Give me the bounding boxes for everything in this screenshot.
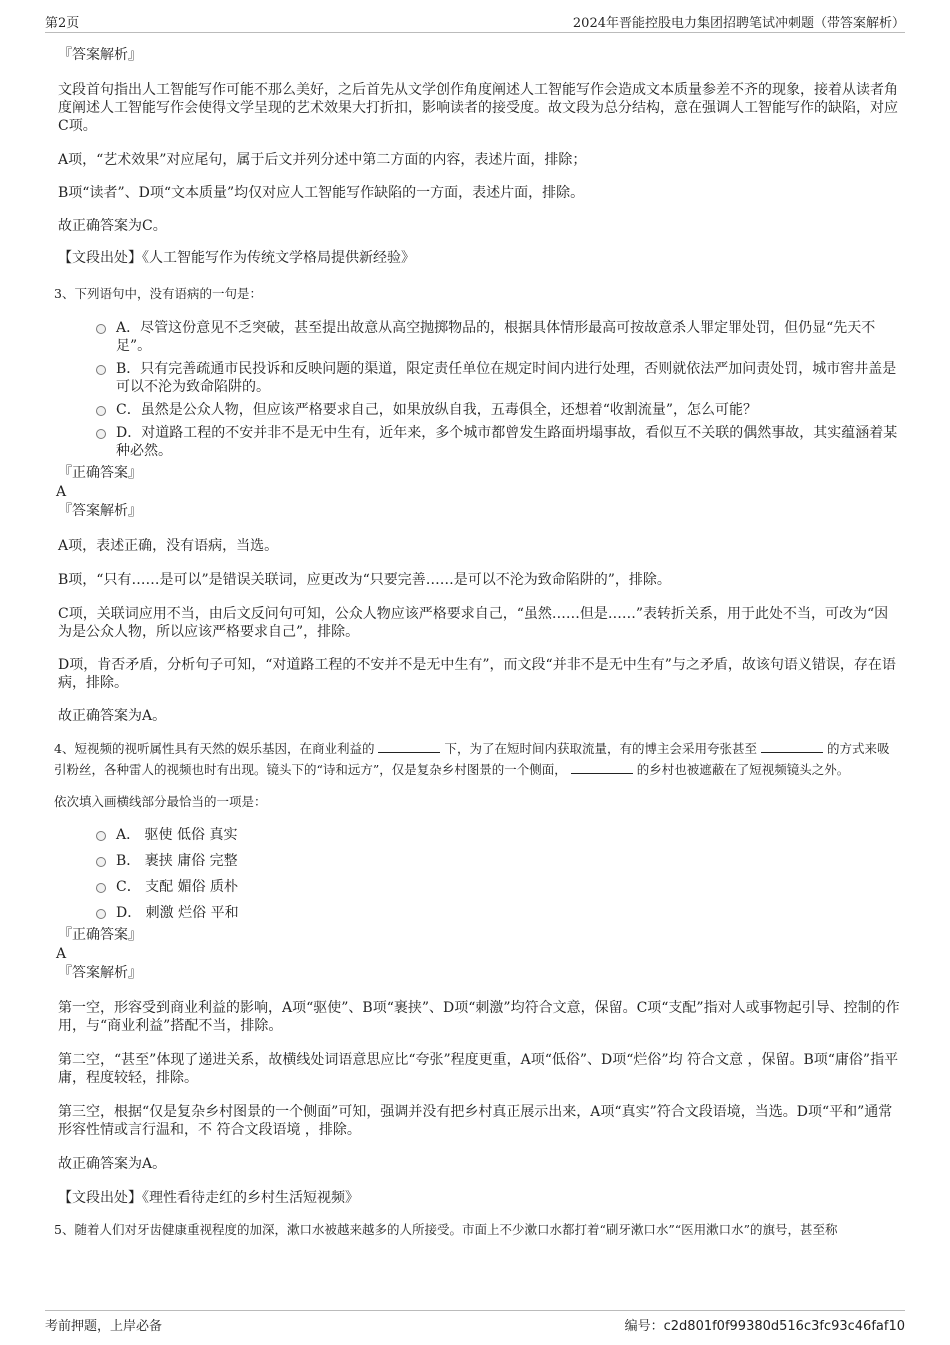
document-title: 2024年晋能控股电力集团招聘笔试冲刺题（带答案解析） <box>572 16 905 31</box>
page-number: 第2页 <box>45 16 80 31</box>
q3-answer: A <box>56 484 67 500</box>
q3-option-d[interactable] <box>96 424 900 460</box>
option-text: A． 驱使 低俗 真实 <box>116 827 238 843</box>
q2-analysis-p3: B项“读者”、D项“文本质量”均仅对应人工智能写作缺陷的一方面，表述片面，排除。 <box>58 185 585 201</box>
q3-analysis-d: D项，肯否矛盾，分析句子可知，“对道路工程的不安并不是无中生有”，而文段“并非不是无中生有”与之矛盾，故该句语义错误，存在语病，排除。 <box>58 657 896 691</box>
radio-icon[interactable] <box>96 831 106 841</box>
radio-icon[interactable] <box>96 324 106 334</box>
page-footer <box>45 1310 905 1336</box>
q4-source: 【文段出处】《理性看待走红的乡村生活短视频》 <box>58 1190 359 1206</box>
q3-option-b[interactable] <box>96 360 900 396</box>
q4-analysis-1: 第一空，形容受到商业利益的影响，A项“驱使”、B项“裹挟”、D项“刺激”均符合文意，保留。C项“支配”指对人或事物起引导、控制的作用，与“商业利益”搭配不当，排除。 <box>58 1000 900 1034</box>
option-text: B．只有完善疏通市民投诉和反映问题的渠道，限定责任单位在规定时间内进行处理，否则就依法严加问责处罚，城市窖井盖是可以不沦为致命陷阱的。 <box>116 361 897 395</box>
q3-analysis-b: B项，“只有……是可以”是错误关联词，应更改为“只要完善……是可以不沦为致命陷阱的”，排除。 <box>58 572 671 588</box>
radio-icon[interactable] <box>96 429 106 439</box>
q4-prompt: 依次填入画横线部分最恰当的一项是： <box>54 794 267 809</box>
radio-icon[interactable] <box>96 883 106 893</box>
q3-options <box>96 319 900 460</box>
q4-text-2: 下，为了在短时间内获取流量，有的博主会采用夸张甚至 <box>444 741 757 756</box>
option-text: C． 支配 媚俗 质朴 <box>116 879 239 895</box>
q4-conclusion: 故正确答案为A。 <box>58 1156 167 1172</box>
document-body <box>54 44 900 1240</box>
fill-blank-1 <box>378 740 440 753</box>
option-text: D．对道路工程的不安并非不是无中生有，近年来，多个城市都曾发生路面坍塌事故，看似互不关联的偶然事故，其实蕴涵着某种必然。 <box>116 425 898 459</box>
q2-analysis-label: 『答案解析』 <box>58 47 142 63</box>
q4-analysis-2: 第二空，“甚至”体现了递进关系，故横线处词语意思应比“夸张”程度更重，A项“低俗”、D项“烂俗”均 符合文意 ，保留。B项“庸俗”指平庸，程度较轻，排除。 <box>58 1052 899 1086</box>
q4-option-b[interactable] <box>96 852 900 870</box>
option-text: A．尽管这份意见不乏突破，甚至提出故意从高空抛掷物品的，根据具体情形最高可按故意杀人罪定罪处罚，但仍显“先天不足”。 <box>116 320 876 354</box>
q4-text-1: 4、短视频的视听属性具有天然的娱乐基因，在商业利益的 <box>54 741 375 756</box>
q4-option-c[interactable] <box>96 878 900 896</box>
q3-answer-label: 『正确答案』 <box>58 465 142 481</box>
q4-analysis-3: 第三空，根据“仅是复杂乡村图景的一个侧面”可知，强调并没有把乡村真正展示出来，A项“真实”符合文段语境，当选。D项“平和”通常形容性情或言行温和，不 符合文段语境 ，排除。 <box>58 1104 893 1138</box>
q2-analysis-p2: A项，“艺术效果”对应尾句，属于后文并列分述中第二方面的内容，表述片面，排除； <box>58 152 587 168</box>
radio-icon[interactable] <box>96 909 106 919</box>
code-label: 编号： <box>624 1319 664 1334</box>
q3-option-a[interactable] <box>96 319 900 355</box>
q5-question: 5、随着人们对牙齿健康重视程度的加深，漱口水被越来越多的人所接受。市面上不少漱口水都打着“刷牙漱口水”“医用漱口水”的旗号，甚至称 <box>54 1222 838 1237</box>
q4-question <box>54 738 900 780</box>
q4-answer-label: 『正确答案』 <box>58 927 142 943</box>
option-text: B． 裹挟 庸俗 完整 <box>116 853 238 869</box>
footer-code <box>625 1315 905 1334</box>
q2-analysis-p4: 故正确答案为C。 <box>58 218 167 234</box>
q2-analysis-p1: 文段首句指出人工智能写作可能不那么美好，之后首先从文学创作角度阐述人工智能写作会造成文本质量参差不齐的现象，接着从读者角度阐述人工智能写作会使得文学呈现的艺术效果大打折扣，影响读者的接受度。故文段为总分结构，意在强调人工智能写作的缺陷，对应C项。 <box>58 82 898 134</box>
page-header <box>45 12 905 33</box>
q4-text-4: 的乡村也被遮蔽在了短视频镜头之外。 <box>636 762 850 777</box>
radio-icon[interactable] <box>96 365 106 375</box>
radio-icon[interactable] <box>96 406 106 416</box>
q4-answer: A <box>56 946 67 962</box>
option-text: D． 刺激 烂俗 平和 <box>116 905 239 921</box>
q3-analysis-c: C项，关联词应用不当，由后文反问句可知，公众人物应该严格要求自己，“虽然……但是……”表转折关系，用于此处不当，可改为“因为是公众人物，所以应该严格要求自己”，排除。 <box>58 606 889 640</box>
q2-source: 【文段出处】《人工智能写作为传统文学格局提供新经验》 <box>58 250 415 266</box>
footer-slogan: 考前押题，上岸必备 <box>45 1319 163 1334</box>
code-value: c2d801f0f99380d516c3fc93c46faf10 <box>663 1319 905 1334</box>
q4-option-a[interactable] <box>96 826 900 844</box>
q4-options <box>96 826 900 922</box>
fill-blank-3 <box>571 761 633 774</box>
radio-icon[interactable] <box>96 857 106 867</box>
fill-blank-2 <box>761 740 823 753</box>
q4-option-d[interactable] <box>96 904 900 922</box>
q4-text-3: 的方式来吸引粉丝，各种雷人的视频也时有出现。镜头下的“诗和远方”，仅是复杂乡村图景的一个侧面， <box>54 741 890 777</box>
q4-analysis-label: 『答案解析』 <box>58 965 142 981</box>
option-text: C．虽然是公众人物，但应该严格要求自己，如果放纵自我，五毒俱全，还想着“收割流量”，怎么可能？ <box>116 402 758 418</box>
q3-conclusion: 故正确答案为A。 <box>58 708 167 724</box>
q3-analysis-label: 『答案解析』 <box>58 503 142 519</box>
q3-option-c[interactable] <box>96 401 900 419</box>
q3-analysis-a: A项，表述正确，没有语病，当选。 <box>58 538 279 554</box>
q3-question: 3、下列语句中，没有语病的一句是： <box>54 286 262 301</box>
